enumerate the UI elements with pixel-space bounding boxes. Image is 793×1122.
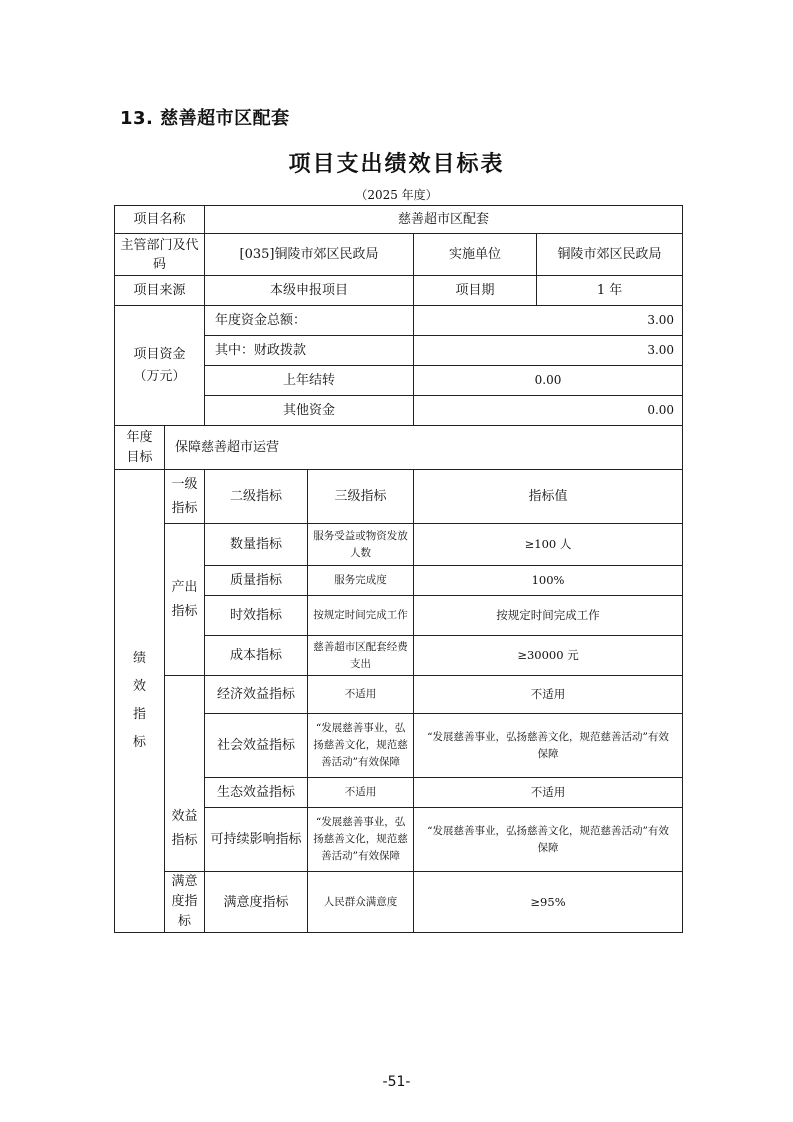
header-value: 指标值	[414, 470, 683, 524]
fund-item-value: 3.00	[414, 306, 683, 336]
satisfaction-indicator-label: 满意度指标	[165, 872, 205, 933]
benefit-level3: “发展慈善事业，弘扬慈善文化，规范慈善活动”有效保障	[308, 714, 414, 778]
output-value: 按规定时间完成工作	[414, 596, 683, 636]
output-level2: 时效指标	[205, 596, 308, 636]
table-row	[115, 234, 683, 276]
dept-label: 主管部门及代码	[115, 234, 205, 276]
benefit-level3: “发展慈善事业，弘扬慈善文化，规范慈善活动”有效保障	[308, 808, 414, 872]
output-level3: 服务完成度	[308, 566, 414, 596]
table-row	[115, 426, 683, 470]
satisfaction-value: ≥95%	[414, 872, 683, 933]
dept-value: [035]铜陵市郊区民政局	[205, 234, 414, 276]
benefit-level3: 不适用	[308, 778, 414, 808]
output-value: ≥100 人	[414, 524, 683, 566]
page-number: -51-	[382, 1074, 411, 1090]
fund-item-label: 年度资金总额：	[205, 306, 414, 336]
fund-item-label: 其中：财政拨款	[205, 336, 414, 366]
output-value: ≥30000 元	[414, 636, 683, 676]
header-level2: 二级指标	[205, 470, 308, 524]
header-level3: 三级指标	[308, 470, 414, 524]
table-row	[115, 524, 683, 566]
output-level3: 慈善超市区配套经费支出	[308, 636, 414, 676]
project-name-value: 慈善超市区配套	[205, 206, 683, 234]
period-value: 1 年	[537, 276, 683, 306]
annual-goal-label: 年度目标	[115, 426, 165, 470]
output-level2: 成本指标	[205, 636, 308, 676]
benefit-level2: 生态效益指标	[205, 778, 308, 808]
benefit-indicator-label: 效益指标	[165, 676, 205, 872]
benefit-value: 不适用	[414, 676, 683, 714]
table-row	[115, 306, 683, 336]
project-name-label: 项目名称	[115, 206, 205, 234]
table-row	[115, 676, 683, 714]
output-indicator-label: 产出指标	[165, 524, 205, 676]
benefit-level3: 不适用	[308, 676, 414, 714]
output-level3: 按规定时间完成工作	[308, 596, 414, 636]
benefit-value: 不适用	[414, 778, 683, 808]
satisfaction-level3: 人民群众满意度	[308, 872, 414, 933]
benefit-value: “发展慈善事业，弘扬慈善文化，规范慈善活动”有效保障	[414, 714, 683, 778]
section-heading: 13. 慈善超市区配套	[120, 108, 290, 129]
period-label: 项目期	[414, 276, 537, 306]
header-level1: 一级指标	[165, 470, 205, 524]
table-row	[115, 470, 683, 524]
benefit-level2: 可持续影响指标	[205, 808, 308, 872]
impl-label: 实施单位	[414, 234, 537, 276]
document-title: 项目支出绩效目标表	[288, 152, 505, 177]
source-label: 项目来源	[115, 276, 205, 306]
annual-goal-value: 保障慈善超市运营	[165, 426, 683, 470]
output-value: 100%	[414, 566, 683, 596]
document-year: （2025 年度）	[355, 188, 438, 202]
table-row	[115, 276, 683, 306]
funds-label: 项目资金（万元）	[115, 306, 205, 426]
table-row	[115, 872, 683, 933]
satisfaction-level2: 满意度指标	[205, 872, 308, 933]
output-level3: 服务受益或物资发放人数	[308, 524, 414, 566]
benefit-level2: 经济效益指标	[205, 676, 308, 714]
output-level2: 质量指标	[205, 566, 308, 596]
impl-value: 铜陵市郊区民政局	[537, 234, 683, 276]
source-value: 本级申报项目	[205, 276, 414, 306]
performance-target-table	[114, 205, 683, 933]
indicators-group-label: 绩效指标	[115, 470, 165, 933]
fund-item-value: 0.00	[414, 396, 683, 426]
fund-item-label: 其他资金	[205, 396, 414, 426]
fund-item-value: 0.00	[414, 366, 683, 396]
benefit-level2: 社会效益指标	[205, 714, 308, 778]
table-row	[115, 206, 683, 234]
benefit-value: “发展慈善事业，弘扬慈善文化，规范慈善活动”有效保障	[414, 808, 683, 872]
fund-item-label: 上年结转	[205, 366, 414, 396]
fund-item-value: 3.00	[414, 336, 683, 366]
output-level2: 数量指标	[205, 524, 308, 566]
